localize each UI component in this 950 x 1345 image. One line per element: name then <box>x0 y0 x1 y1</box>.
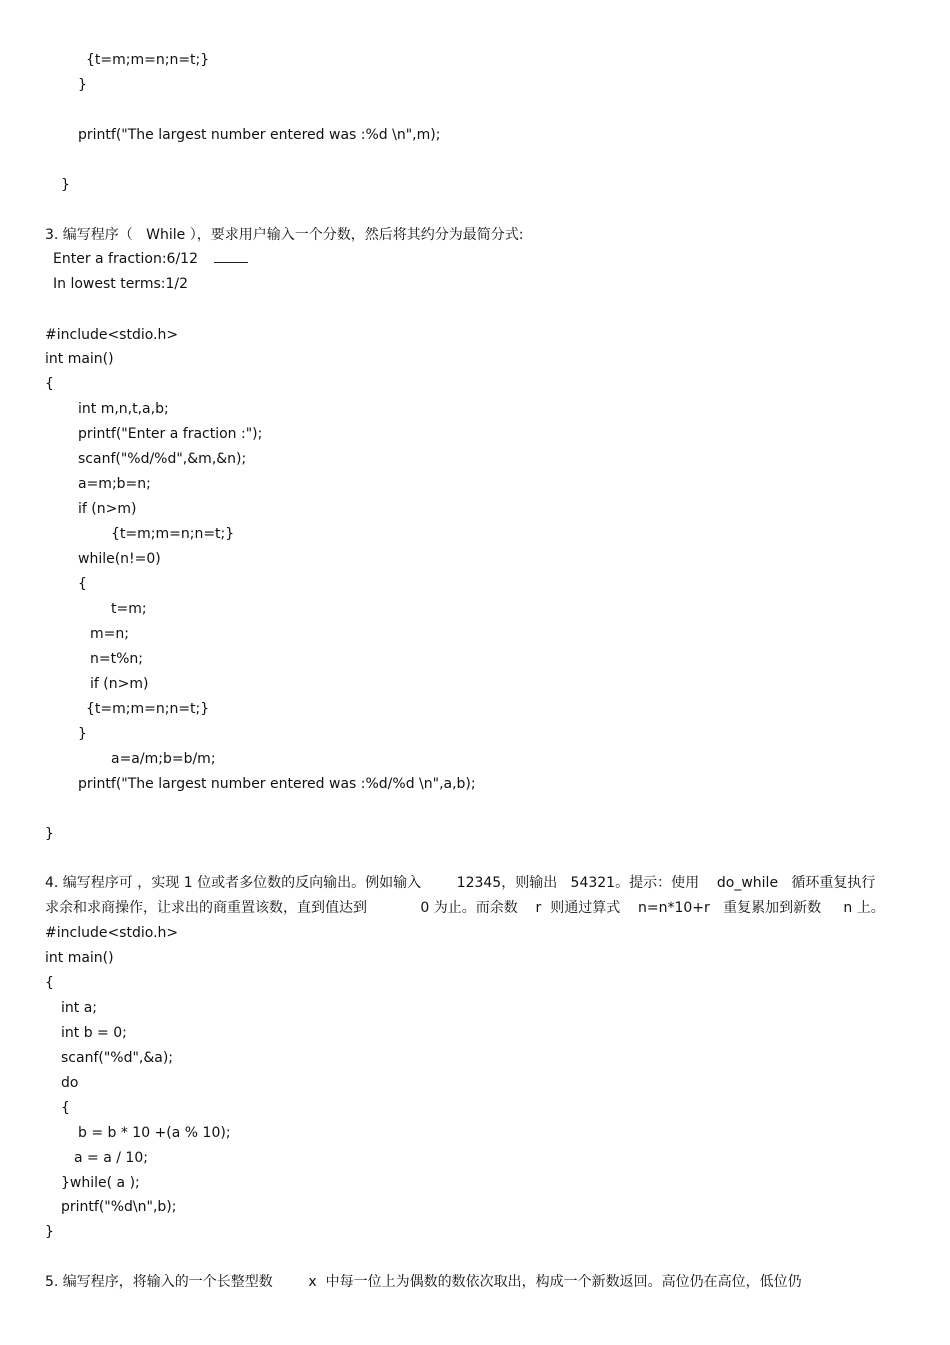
code-line: a=a/m;b=b/m; <box>111 751 216 767</box>
code-line: }while( a ); <box>61 1175 140 1191</box>
question-4-prompt-line: 求余和求商操作，让求出的商重置该数，直到值达到 0 为止。而余数 r 则通过算式 n=n*10+r 重复累加到新数 n 上。 <box>45 900 885 916</box>
code-line: } <box>45 1224 54 1240</box>
code-line: {t=m;m=n;n=t;} <box>86 52 210 68</box>
question-3-example-line: In lowest terms:1/2 <box>53 276 188 292</box>
question-5-prompt: 5. 编写程序，将输入的一个长整型数 x 中每一位上为偶数的数依次取出，构成一个新数返回。高位仍在高位，低位仍 <box>45 1274 802 1290</box>
code-line: while(n!=0) <box>78 551 161 567</box>
code-line: do <box>61 1075 79 1091</box>
code-line: if (n>m) <box>78 501 137 517</box>
code-line: int b = 0; <box>61 1025 127 1041</box>
code-line: if (n>m) <box>90 676 149 692</box>
code-line: b = b * 10 +(a % 10); <box>78 1125 231 1141</box>
code-line: int a; <box>61 1000 97 1016</box>
code-line: { <box>78 576 87 592</box>
code-line: int m,n,t,a,b; <box>78 401 169 417</box>
code-line: { <box>45 975 54 991</box>
code-line: printf("%d\n",b); <box>61 1199 177 1215</box>
code-line: int main() <box>45 950 114 966</box>
code-line: scanf("%d",&a); <box>61 1050 174 1066</box>
code-line: #include<stdio.h> <box>45 327 179 343</box>
question-3-example-line: Enter a fraction:6/12 <box>53 250 248 268</box>
code-line: } <box>78 77 87 93</box>
code-line: {t=m;m=n;n=t;} <box>111 526 235 542</box>
code-line: t=m; <box>111 601 147 617</box>
code-line: printf("The largest number entered was :%d \n",m); <box>78 127 441 143</box>
code-line: } <box>61 177 70 193</box>
code-line: #include<stdio.h> <box>45 925 179 941</box>
blank-underline <box>214 261 248 263</box>
code-line: { <box>45 376 54 392</box>
code-line: a=m;b=n; <box>78 476 151 492</box>
code-line: } <box>78 726 87 742</box>
question-3-prompt: 3. 编写程序（ While ），要求用户输入一个分数，然后将其约分为最简分式: <box>45 227 524 243</box>
code-line: printf("Enter a fraction :"); <box>78 426 263 442</box>
code-line: m=n; <box>90 626 129 642</box>
code-line: n=t%n; <box>90 651 143 667</box>
code-line: scanf("%d/%d",&m,&n); <box>78 451 247 467</box>
question-4-prompt-line: 4. 编写程序可 ，实现 1 位或者多位数的反向输出。例如输入 12345，则输出 54321。提示：使用 do_while 循环重复执行 <box>45 875 876 891</box>
code-line: {t=m;m=n;n=t;} <box>86 701 210 717</box>
code-line: a = a / 10; <box>74 1150 148 1166</box>
code-line: { <box>61 1100 70 1116</box>
code-line: } <box>45 826 54 842</box>
code-line: int main() <box>45 351 114 367</box>
code-line: printf("The largest number entered was :%d/%d \n",a,b); <box>78 776 476 792</box>
